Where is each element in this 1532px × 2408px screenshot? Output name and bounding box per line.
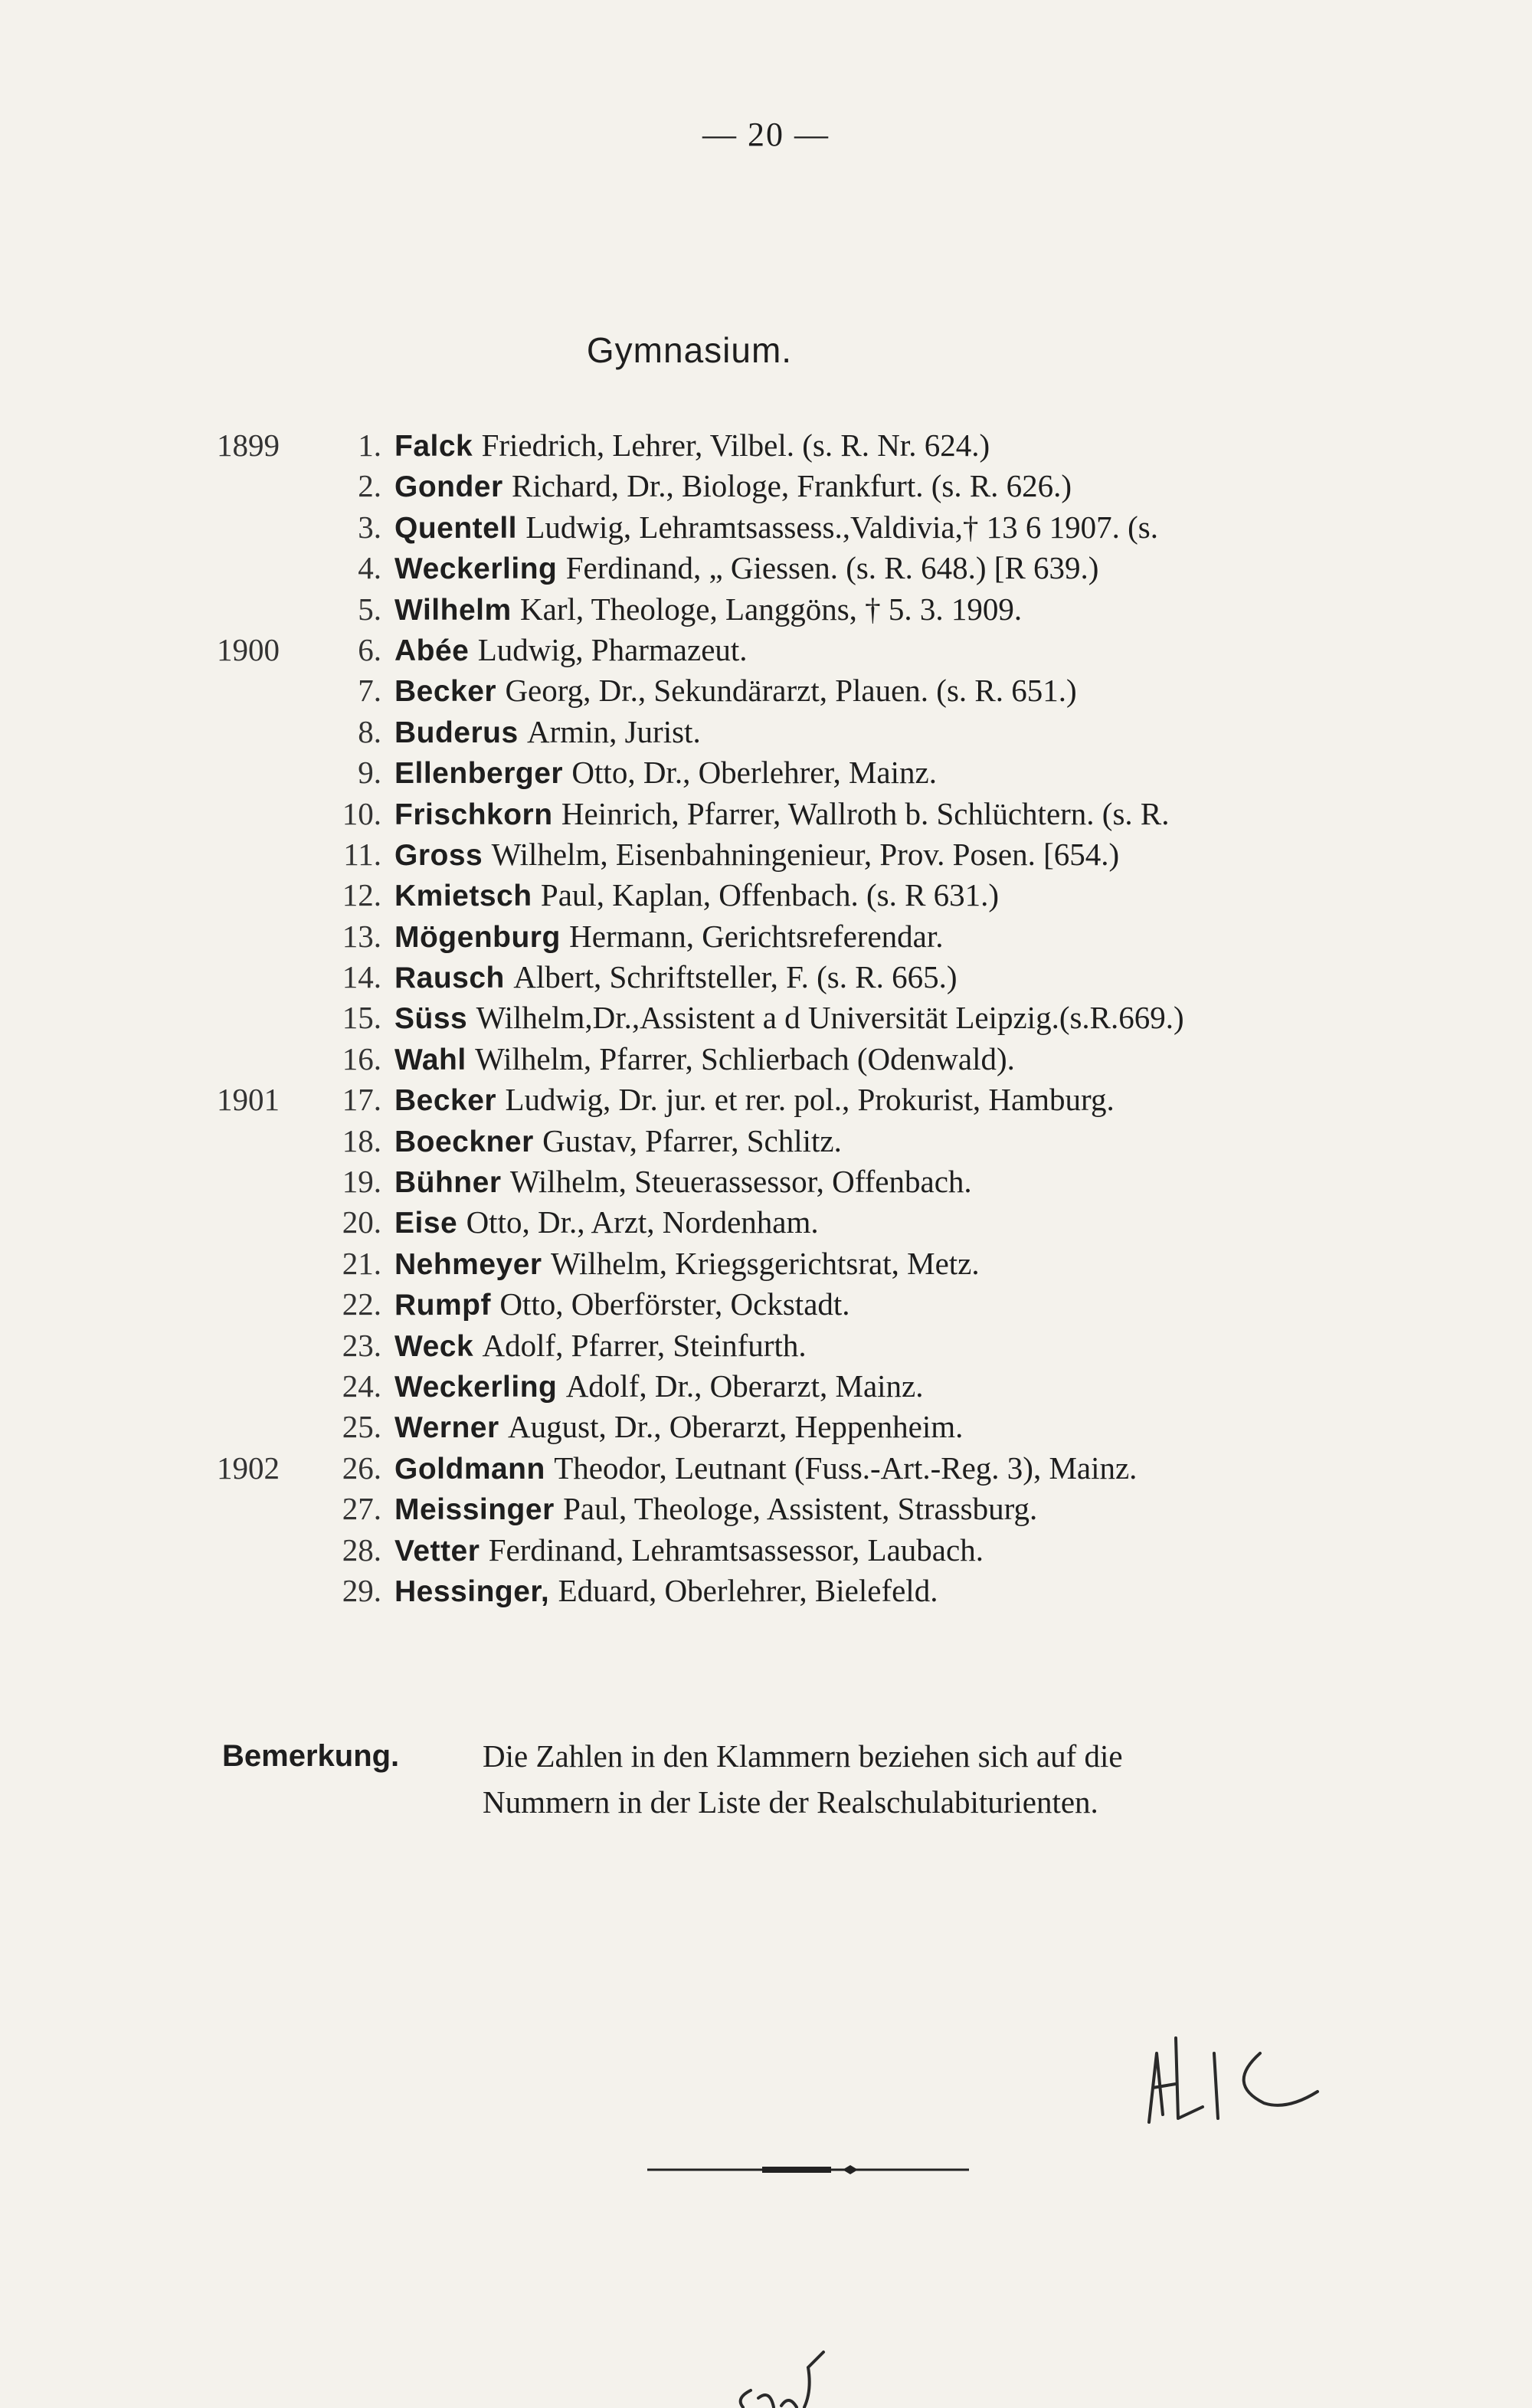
entry-number: 22. — [342, 1286, 381, 1322]
entry-surname-text: Becker — [394, 675, 497, 709]
graduate-list — [0, 425, 1532, 1611]
entry-surname — [394, 589, 1022, 631]
entry-number: 9. — [358, 755, 381, 791]
entry-surname-text: Buderus — [394, 716, 519, 749]
entry-surname — [394, 752, 937, 794]
entry-surname — [394, 834, 1119, 876]
entry-number: 23. — [342, 1327, 381, 1363]
entry-number: 27. — [342, 1491, 381, 1527]
entry-number: 26. — [342, 1450, 381, 1486]
entry-details: Ludwig, Dr. jur. et rer. pol., Prokurist, Hamburg. — [505, 1082, 1115, 1118]
entry-surname — [394, 1325, 807, 1367]
entry-year: 1901 — [217, 1082, 280, 1118]
page-number: — 20 — — [702, 116, 830, 153]
list-item — [0, 466, 1532, 506]
entry-surname-text: Hessinger, — [394, 1574, 550, 1608]
entry-surname — [394, 1407, 963, 1448]
entry-surname-text: Ellenberger — [394, 757, 564, 791]
list-item — [0, 425, 1532, 466]
entry-surname-text: Falck — [394, 430, 473, 463]
entry-details: Adolf, Dr., Oberarzt, Mainz. — [565, 1368, 924, 1404]
entry-details: Ferdinand, Lehramtsassessor, Laubach. — [488, 1532, 984, 1568]
entry-surname — [394, 1448, 1137, 1489]
entry-surname-text: Meissinger — [394, 1493, 555, 1527]
remark-line-1: Die Zahlen in den Klammern beziehen sich auf die — [483, 1738, 1123, 1774]
entry-details: Albert, Schriftsteller, F. (s. R. 665.) — [513, 959, 958, 995]
entry-number: 13. — [342, 918, 381, 954]
entry-number: 2. — [358, 468, 381, 504]
list-item — [0, 1080, 1532, 1120]
list-item — [0, 630, 1532, 670]
entry-surname — [394, 1202, 819, 1243]
entry-surname-text: Frischkorn — [394, 798, 553, 831]
entry-surname — [394, 1039, 1015, 1080]
entry-details: Gustav, Pfarrer, Schlitz. — [542, 1122, 842, 1158]
entry-surname-text: Boeckner — [394, 1125, 534, 1158]
list-item — [0, 1571, 1532, 1611]
entry-surname-text: Weck — [394, 1329, 474, 1363]
entry-surname-text: Vetter — [394, 1534, 480, 1568]
entry-year: 1899 — [217, 428, 280, 463]
entry-details: Wilhelm, Pfarrer, Schlierbach (Odenwald). — [475, 1040, 1015, 1076]
entry-surname — [394, 425, 990, 467]
list-item — [0, 670, 1532, 711]
entry-number: 7. — [358, 673, 381, 709]
entry-surname — [394, 1366, 924, 1407]
list-item — [0, 957, 1532, 998]
decorative-rule — [647, 2161, 969, 2179]
entry-details: Theodor, Leutnant (Fuss.-Art.-Reg. 3), Mainz. — [554, 1450, 1138, 1486]
entry-surname-text: Süss — [394, 1002, 468, 1036]
entry-number: 21. — [342, 1245, 381, 1281]
entry-surname-text: Wilhelm — [394, 593, 512, 627]
entry-details: Karl, Theologe, Langgöns, † 5. 3. 1909. — [520, 591, 1023, 627]
list-item — [0, 1366, 1532, 1407]
list-item — [0, 1202, 1532, 1243]
entry-number: 19. — [342, 1164, 381, 1200]
entry-surname — [394, 630, 748, 671]
entry-surname-text: Nehmeyer — [394, 1247, 542, 1281]
entry-number: 24. — [342, 1368, 381, 1404]
list-item — [0, 752, 1532, 793]
list-item — [0, 1121, 1532, 1161]
entry-surname — [394, 1080, 1115, 1121]
entry-surname-text: Goldmann — [394, 1452, 545, 1486]
list-item — [0, 834, 1532, 875]
entry-surname — [394, 712, 701, 753]
entry-surname — [394, 466, 1072, 507]
list-item — [0, 712, 1532, 752]
entry-details: Heinrich, Pfarrer, Wallroth b. Schlüchtern. (s. R. — [561, 795, 1170, 831]
entry-surname — [394, 1284, 850, 1325]
entry-number: 14. — [342, 959, 381, 995]
entry-surname — [394, 1121, 842, 1162]
list-item — [0, 1489, 1532, 1529]
remark-line-2: Nummern in der Liste der Realschulabiturienten. — [483, 1784, 1098, 1820]
entry-surname — [394, 794, 1170, 835]
entry-surname-text: Bühner — [394, 1166, 502, 1200]
entry-number: 6. — [358, 631, 381, 667]
entry-surname-text: Eise — [394, 1207, 458, 1240]
entry-number: 29. — [342, 1572, 381, 1608]
entry-surname-text: Becker — [394, 1084, 497, 1118]
list-item — [0, 794, 1532, 834]
entry-surname — [394, 507, 1158, 549]
remark-label: Bemerkung. — [222, 1739, 400, 1773]
list-item — [0, 1039, 1532, 1080]
entry-number: 12. — [342, 877, 381, 913]
entry-details: Armin, Jurist. — [527, 713, 701, 749]
list-item — [0, 548, 1532, 588]
entry-details: Eduard, Oberlehrer, Bielefeld. — [558, 1572, 938, 1608]
entry-number: 8. — [358, 713, 381, 749]
list-item — [0, 1325, 1532, 1366]
list-item — [0, 1161, 1532, 1202]
entry-year: 1902 — [217, 1450, 280, 1486]
entry-details: Ludwig, Lehramtsassess.,Valdivia,† 13 6 1907. (s. — [525, 509, 1158, 545]
entry-number: 28. — [342, 1532, 381, 1568]
entry-details: Adolf, Pfarrer, Steinfurth. — [482, 1327, 807, 1363]
entry-number: 11. — [343, 836, 381, 872]
entry-details: Otto, Dr., Oberlehrer, Mainz. — [571, 755, 937, 791]
entry-number: 25. — [342, 1409, 381, 1445]
entry-surname-text: Quentell — [394, 511, 518, 545]
entry-surname — [394, 548, 1098, 589]
list-item — [0, 1530, 1532, 1571]
entry-details: Richard, Dr., Biologe, Frankfurt. (s. R. 626.) — [512, 468, 1072, 504]
entry-surname-text: Gonder — [394, 470, 503, 504]
list-item — [0, 589, 1532, 630]
entry-surname-text: Mögenburg — [394, 920, 561, 954]
entry-number: 5. — [358, 591, 381, 627]
entry-surname-text: Wahl — [394, 1043, 466, 1076]
entry-number: 4. — [358, 550, 381, 586]
entry-number: 16. — [342, 1040, 381, 1076]
entry-year: 1900 — [217, 631, 280, 667]
entry-details: Friedrich, Lehrer, Vilbel. (s. R. Nr. 624.) — [481, 428, 990, 463]
entry-details: Otto, Dr., Arzt, Nordenham. — [466, 1204, 819, 1240]
entry-details: Wilhelm, Kriegsgerichtsrat, Metz. — [550, 1245, 980, 1281]
entry-details: Wilhelm, Steuerassessor, Offenbach. — [509, 1164, 972, 1200]
entry-surname — [394, 957, 957, 998]
entry-surname-text: Abée — [394, 634, 470, 667]
entry-number: 18. — [342, 1122, 381, 1158]
entry-surname-text: Kmietsch — [394, 880, 532, 913]
entry-number: 20. — [342, 1204, 381, 1240]
entry-details: Georg, Dr., Sekundärarzt, Plauen. (s. R. 651.) — [505, 673, 1077, 709]
entry-surname — [394, 1571, 938, 1612]
entry-surname — [394, 916, 943, 958]
entry-number: 1. — [358, 428, 381, 463]
list-item — [0, 916, 1532, 957]
entry-details: August, Dr., Oberarzt, Heppenheim. — [508, 1409, 964, 1445]
entry-surname — [394, 875, 999, 916]
entry-surname-text: Rausch — [394, 962, 505, 995]
entry-details: Ludwig, Pharmazeut. — [477, 631, 748, 667]
entry-details: Paul, Kaplan, Offenbach. (s. R 631.) — [540, 877, 1000, 913]
entry-details: Paul, Theologe, Assistent, Strassburg. — [563, 1491, 1038, 1527]
list-item — [0, 507, 1532, 548]
entry-surname-text: Gross — [394, 838, 483, 872]
list-item — [0, 1284, 1532, 1325]
entry-surname — [394, 1489, 1037, 1530]
entry-details: Hermann, Gerichtsreferendar. — [569, 918, 944, 954]
entry-number: 17. — [342, 1082, 381, 1118]
section-heading: Gymnasium. — [586, 330, 793, 370]
entry-details: Wilhelm,Dr.,Assistent a d Universität Leipzig.(s.R.669.) — [476, 1000, 1184, 1036]
entry-surname-text: Weckerling — [394, 552, 558, 586]
entry-number: 15. — [342, 1000, 381, 1036]
entry-details: Ferdinand, „ Giessen. (s. R. 648.) [R 639.) — [565, 550, 1099, 586]
handwritten-scribble — [728, 2321, 843, 2408]
entry-details: Otto, Oberförster, Ockstadt. — [499, 1286, 850, 1322]
entry-surname-text: Werner — [394, 1411, 499, 1445]
list-item — [0, 1407, 1532, 1447]
entry-surname-text: Weckerling — [394, 1370, 558, 1404]
list-item — [0, 1243, 1532, 1284]
entry-surname — [394, 1243, 980, 1285]
list-item — [0, 998, 1532, 1038]
entry-details: Wilhelm, Eisenbahningenieur, Prov. Posen. [654.) — [491, 836, 1120, 872]
remark-text — [483, 1733, 1494, 1825]
handwritten-initials — [1134, 2007, 1333, 2130]
entry-surname — [394, 1530, 984, 1571]
entry-surname — [394, 1161, 972, 1203]
entry-number: 3. — [358, 509, 381, 545]
list-item — [0, 1448, 1532, 1489]
entry-surname — [394, 998, 1184, 1039]
entry-surname — [394, 670, 1077, 712]
list-item — [0, 875, 1532, 916]
entry-surname-text: Rumpf — [394, 1289, 491, 1322]
entry-number: 10. — [342, 795, 381, 831]
